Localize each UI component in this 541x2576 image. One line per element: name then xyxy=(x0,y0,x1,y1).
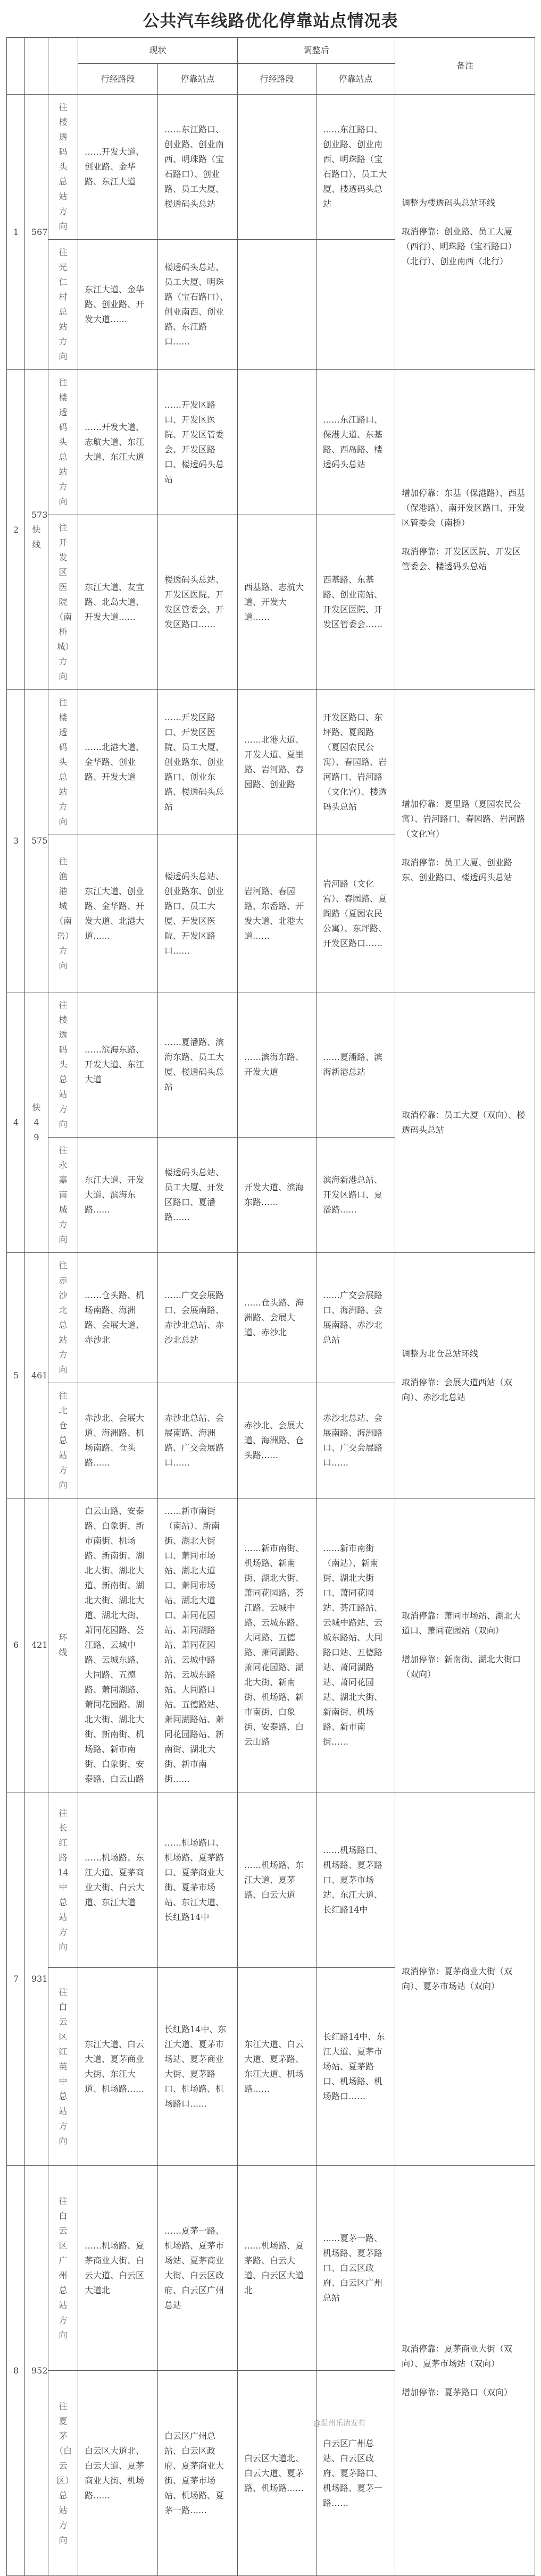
row-index: 2 xyxy=(7,370,25,690)
current-route-cell: 东江大道、创业路、金华路、开发大道、北港大道…… xyxy=(78,835,158,992)
note-text: 增加停靠：东基（保港路）、西基（保港路）、南开发区路口、开发区管委会（南桥） xyxy=(402,487,526,528)
direction-cell: 往楼透码头总站方向 xyxy=(48,95,78,240)
adjusted-route-cell: ……机场路、东江大道、夏茅路、白云大道 xyxy=(238,1792,317,1968)
row-index: 4 xyxy=(7,992,25,1253)
table-row xyxy=(7,2166,535,2371)
adjusted-stops-cell: 滨海新港总站、开发区路口、夏潘路…… xyxy=(317,1138,395,1253)
adjusted-route-cell: 白云区大道北、白云大道、夏茅路、机场路…… xyxy=(238,2371,317,2576)
adjusted-stops-cell: ……夏潘路、滨海新港总站 xyxy=(317,992,395,1138)
header-direction xyxy=(48,38,78,95)
direction-cell: 往楼透码头总站方向 xyxy=(48,690,78,835)
direction-cell: 往长红路14中总站方向 xyxy=(48,1792,78,1968)
note-text: 取消停靠：会展大道西站（双向）、赤沙北总站 xyxy=(402,1377,513,1402)
direction-cell: 往赤沙北总站方向 xyxy=(48,1253,78,1383)
line-number: 461 xyxy=(25,1253,48,1499)
header-note: 备注 xyxy=(395,38,535,95)
line-number: 421 xyxy=(25,1499,48,1792)
note-cell xyxy=(395,1792,535,2166)
adjusted-route-cell: ……滨海东路、开发大道 xyxy=(238,992,317,1138)
adjusted-stops-cell: ……东江路口、保港大道、东基路、西岛路、楼透码头总站 xyxy=(317,370,395,515)
note-text: 取消停靠：夏茅商业大街（双向）、夏茅市场站（双向） xyxy=(402,1966,513,1991)
note-text: 取消停靠：夏茅商业大街（双向）、夏茅市场站（双向） xyxy=(402,2343,513,2369)
adjusted-stops-cell: 岩河路（文化宫）、春园路、夏阁路（夏园农民公寓）、东坪路、开发区路口…… xyxy=(317,835,395,992)
adjusted-route-cell: 开发大道、滨海东路…… xyxy=(238,1138,317,1253)
current-stops-cell: ……广交会展路口、会展南路、赤沙北总站、赤沙北总站 xyxy=(158,1253,238,1383)
adjusted-stops-cell: 西基路、东基路、创业南站、开发区医院、开发区管委会…… xyxy=(317,515,395,690)
table-body xyxy=(7,95,535,2576)
current-stops-cell: 赤沙北总站、会展南路、海洲路、广交会展路口…… xyxy=(158,1383,238,1499)
note-cell xyxy=(395,1253,535,1499)
note-text: 增加停靠：新南街、湖北大街口（双向） xyxy=(402,1654,521,1679)
direction-cell: 往白云区红英中总站方向 xyxy=(48,1968,78,2166)
row-index: 8 xyxy=(7,2166,25,2576)
note-cell xyxy=(395,1499,535,1792)
adjusted-stops-cell: 长红路14中、东江大道、夏茅市场站、夏茅路口、机场路、机场路口…… xyxy=(317,1968,395,2166)
current-stops-cell: ……夏茅一路、机场路、夏茅市场站、夏茅商业大街、白云区政府、白云区广州总站 xyxy=(158,2166,238,2371)
header-current-stops: 停靠站点 xyxy=(158,64,238,95)
current-route-cell: ……仓头路、机场南路、海洲路、会展大道、赤沙北 xyxy=(78,1253,158,1383)
current-stops-cell: ……开发区路口、开发区医院、开发区管委会、开发区路口、楼透码头总站 xyxy=(158,370,238,515)
current-stops-cell: 楼透码头总站、开发区医院、开发区管委会、开发区路口…… xyxy=(158,515,238,690)
header-adjusted-route: 行经路段 xyxy=(238,64,317,95)
header-adjusted: 调整后 xyxy=(238,38,395,64)
direction-cell: 往永嘉南城方向 xyxy=(48,1138,78,1253)
adjusted-stops-cell: ……夏茅一路、机场路、夏茅路口、白云区政府、白云区广州总站 xyxy=(317,2166,395,2371)
current-stops-cell: ……机场路口、机场路、夏茅路口、夏茅商业大街、夏茅市场站、东江大道、长红路14中 xyxy=(158,1792,238,1968)
note-text: 取消停靠：创业路、员工大厦（西行）、明珠路（宝石路口）（北行）、创业南西（北行） xyxy=(402,226,517,266)
table-row xyxy=(7,1499,535,1792)
note-text: 调整为楼透码头总站环线 xyxy=(402,197,496,208)
direction-cell: 往夏茅（白云区）总站方向 xyxy=(48,2371,78,2576)
table-row xyxy=(7,1253,535,1383)
current-stops-cell: 白云区广州总站、白云区政府、夏茅商业大街、夏茅市场站、机场路、夏茅一路…… xyxy=(158,2371,238,2576)
direction-cell: 环线 xyxy=(48,1499,78,1792)
adjusted-stops-cell: ……东江路口、创业路、创业南西、明珠路（宝石路口）、员工大厦、楼透码头总站 xyxy=(317,95,395,240)
row-index: 7 xyxy=(7,1792,25,2166)
adjusted-stops-cell: ……广交会展路口、海洲路、会展南路、赤沙北总站 xyxy=(317,1253,395,1383)
direction-cell: 往北仓总站方向 xyxy=(48,1383,78,1499)
adjusted-route-cell: ……新市南街、机场路、新南街、湖北大街、萧同花园路、荟江路、云城中路、云城东路、大同路、五德路、萧同湖路、萧同花园路、湖北大街、新南街、机场路、新市南街、白象街、安泰路、白云山路 xyxy=(238,1499,317,1792)
table-row xyxy=(7,690,535,835)
page-title: 公共汽车线路优化停靠站点情况表 xyxy=(143,12,398,31)
adjusted-route-cell: 岩河路、春园路、东岙路、开发大道、北港大道…… xyxy=(238,835,317,992)
route-table xyxy=(6,37,535,2576)
note-cell xyxy=(395,2166,535,2576)
direction-cell: 往楼透码头总站方向 xyxy=(48,370,78,515)
current-route-cell: ……机场路、夏茅商业大街、白云大道、白云区大道北 xyxy=(78,2166,158,2371)
line-number: 952 xyxy=(25,2166,48,2576)
current-route-cell: 赤沙北、会展大道、海洲路、机场南路、仓头路…… xyxy=(78,1383,158,1499)
note-text: 增加停靠：夏里路（夏园农民公寓）、岩河路口、春园路、岩河路（文化宫） xyxy=(402,799,526,839)
line-number: 快4 9 xyxy=(25,992,48,1253)
watermark: @温州乐清发布 xyxy=(313,2419,365,2428)
adjusted-route-cell: 赤沙北、会展大道、海洲路、仓头路…… xyxy=(238,1383,317,1499)
current-stops-cell: ……新市南街（南站）、新南街、湖北大街口、萧同市场站、湖北大道口、萧同市场站、湖北大道口、萧同花园站、萧同湖路站、萧同花园站、云城中路站、云城东路站、大同路口站、五德路站、萧同湖路站、萧同花园路站、新南街、湖北大街、新市南街…… xyxy=(158,1499,238,1792)
row-index: 5 xyxy=(7,1253,25,1499)
current-route-cell: ……北港大道、金华路、创业路、开发大道 xyxy=(78,690,158,835)
current-stops-cell: ……夏潘路、滨海东路、员工大厦、楼透码头总站 xyxy=(158,992,238,1138)
direction-cell: 往楼透码头总站方向 xyxy=(48,992,78,1138)
note-text: 增加停靠：夏茅路口（双向） xyxy=(402,2387,513,2397)
current-route-cell: ……滨海东路、开发大道、东江大道 xyxy=(78,992,158,1138)
adjusted-route-cell: ……仓头路、海洲路、会展大道、赤沙北 xyxy=(238,1253,317,1383)
direction-cell: 往开发区医院（南桥城）方向 xyxy=(48,515,78,690)
current-route-cell: 东江大道、金华路、创业路、开发大道…… xyxy=(78,240,158,370)
adjusted-route-cell xyxy=(238,370,317,515)
note-cell xyxy=(395,370,535,690)
current-stops-cell: 楼透码头总站、创业路东、创业路口、员工大厦、开发区医院、开发区路口…… xyxy=(158,835,238,992)
adjusted-stops-cell: ……新市南街（南站）、新南街、湖北大街口、萧同花园站、荟江路站、云城中路站、云城东路站、大同路口站、五德路站、萧同湖路站、萧同花园站、湖北大街、新南街、机场路、新市南街…… xyxy=(317,1499,395,1792)
current-route-cell: 东江大道、开发大道、滨海东路…… xyxy=(78,1138,158,1253)
table-row xyxy=(7,370,535,515)
row-index: 1 xyxy=(7,95,25,370)
line-number: 931 xyxy=(25,1792,48,2166)
adjusted-route-cell xyxy=(238,240,317,370)
header-current-route: 行经路段 xyxy=(78,64,158,95)
adjusted-stops-cell: 赤沙北总站、会展南路、海洲路口、广交会展路口…… xyxy=(317,1383,395,1499)
table-row xyxy=(7,992,535,1138)
adjusted-stops-cell: 白云区广州总站、白云区政府、夏茅路口、机场路、夏茅一路…… xyxy=(317,2371,395,2576)
current-route-cell: 白云区大道北、白云大道、夏茅商业大街、机场路…… xyxy=(78,2371,158,2576)
note-text: 取消停靠：开发区医院、开发区管委会、楼透码头总站 xyxy=(402,546,521,571)
row-index: 6 xyxy=(7,1499,25,1792)
table-header xyxy=(7,38,535,95)
current-stops-cell: 楼透码头总站、员工大厦、明珠路（宝石路口）、创业南西、创业路、东江路口…… xyxy=(158,240,238,370)
current-route-cell: 东江大道、友宜路、北岛大道、开发大道…… xyxy=(78,515,158,690)
current-route-cell: ……开发大道、创业路、金华路、东江大道 xyxy=(78,95,158,240)
adjusted-route-cell: 西基路、志航大道、开发大道…… xyxy=(238,515,317,690)
direction-cell: 往光仁村总站方向 xyxy=(48,240,78,370)
table-row xyxy=(7,1792,535,1968)
current-route-cell: ……机场路、东江大道、夏茅商业大街、白云大道、东江大道 xyxy=(78,1792,158,1968)
note-text: 取消停靠：萧同市场站、湖北大道口、萧同花园站（双向） xyxy=(402,1611,521,1636)
adjusted-stops-cell xyxy=(317,240,395,370)
current-stops-cell: 楼透码头总站、员工大厦、开发区路口、夏潘路…… xyxy=(158,1138,238,1253)
note-cell xyxy=(395,690,535,992)
line-number: 567 xyxy=(25,95,48,370)
current-route-cell: 东江大道、白云大道、夏茅商业大街、东江大道、机场路…… xyxy=(78,1968,158,2166)
adjusted-stops-cell: 开发区路口、东坪路、夏阁路（夏园农民公寓）、春园路、岩河路口、岩河路（文化宫）、楼透码头总站 xyxy=(317,690,395,835)
current-stops-cell: 长红路14中、东江大道、夏茅市场站、夏茅商业大街、夏茅路口、机场路、机场路口…… xyxy=(158,1968,238,2166)
note-cell xyxy=(395,992,535,1253)
direction-cell: 往白云区广州总站方向 xyxy=(48,2166,78,2371)
header-index xyxy=(7,38,25,95)
note-text: 取消停靠：员工大厦、创业路东、创业路口、楼透码头总站 xyxy=(402,857,513,882)
note-cell xyxy=(395,95,535,370)
adjusted-route-cell: ……机场路、夏茅路、白云大道、白云区大道北 xyxy=(238,2166,317,2371)
table-row xyxy=(7,95,535,240)
line-number: 573 快线 xyxy=(25,370,48,690)
header-adjusted-stops: 停靠站点 xyxy=(317,64,395,95)
note-text: 取消停靠：员工大厦（双向）、楼透码头总站 xyxy=(402,1109,526,1135)
current-route-cell: ……开发大道、志航大道、东江大道、东江大道 xyxy=(78,370,158,515)
direction-cell: 往渔港城（南岳）方向 xyxy=(48,835,78,992)
row-index: 3 xyxy=(7,690,25,992)
adjusted-stops-cell: ……机场路口、机场路、夏茅路口、夏茅市场站、东江大道、长红路14中 xyxy=(317,1792,395,1968)
adjusted-route-cell: ……北港大道、开发大道、夏里路、岩河路、春园路、创业路 xyxy=(238,690,317,835)
line-number: 575 xyxy=(25,690,48,992)
adjusted-route-cell: 东江大道、白云大道、夏茅路、东江大道、机场路…… xyxy=(238,1968,317,2166)
adjusted-route-cell xyxy=(238,95,317,240)
header-line xyxy=(25,38,48,95)
current-stops-cell: ……东江路口、创业路、创业南西、明珠路（宝石路口）、创业路、员工大厦、楼透码头总站 xyxy=(158,95,238,240)
current-stops-cell: ……开发区路口、开发区医院、员工大厦、创业路东、创业路口、创业东路、楼透码头总站 xyxy=(158,690,238,835)
header-current: 现状 xyxy=(78,38,238,64)
note-text: 调整为北仓总站环线 xyxy=(402,1348,479,1359)
current-route-cell: 白云山路、安泰路、白象街、新市南街、机场路、新南街、湖北大街、湖北大道、新南街、湖北大街、湖北大道、湖北大街、萧同花园路、荟江路、云城中路、云城东路、大同路、五德路、萧同湖路、萧同花园路、湖北大街、湖北大街、新南街、机场路、新市南街、白象街、安泰路、白云山路 xyxy=(78,1499,158,1792)
